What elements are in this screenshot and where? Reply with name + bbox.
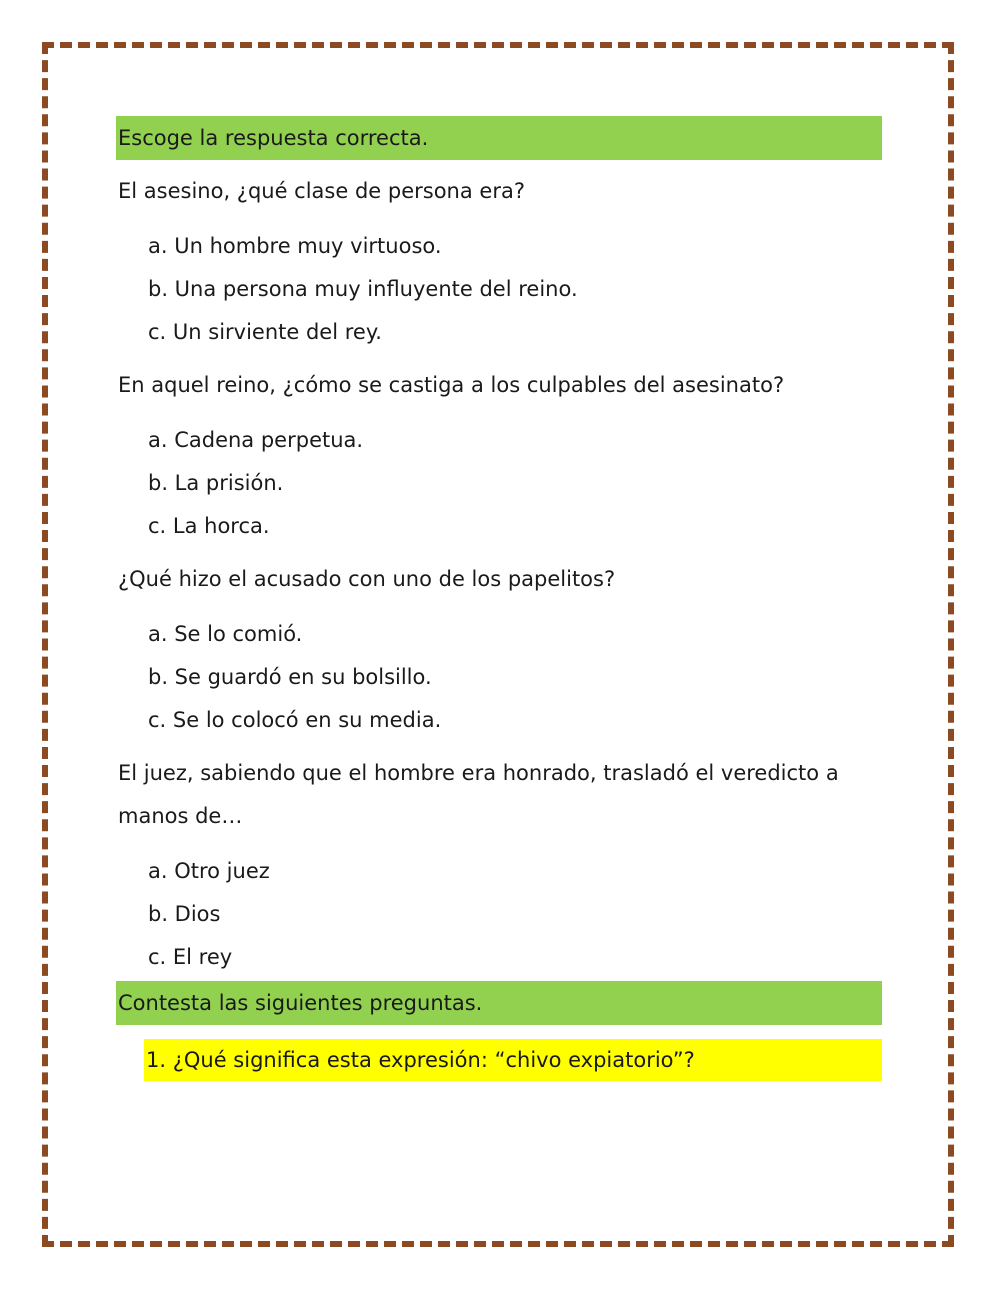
question-text: El juez, sabiendo que el hombre era honrado, trasladó el veredicto a manos de… — [118, 761, 839, 828]
option-c[interactable]: c. El rey — [148, 945, 233, 969]
question-text: El asesino, ¿qué clase de persona era? — [118, 179, 525, 203]
option-c[interactable]: c. La horca. — [148, 514, 270, 538]
option-a[interactable]: a. Cadena perpetua. — [148, 428, 364, 452]
option-a[interactable]: a. Un hombre muy virtuoso. — [148, 234, 442, 258]
question-block-4 — [116, 752, 882, 979]
options-list — [116, 225, 882, 354]
option-a[interactable]: a. Otro juez — [148, 859, 270, 883]
worksheet-content — [116, 116, 882, 1081]
option-a[interactable]: a. Se lo comió. — [148, 622, 303, 646]
question-text: En aquel reino, ¿cómo se castiga a los culpables del asesinato? — [118, 373, 785, 397]
section-header-open-questions: Contesta las siguientes preguntas. — [116, 981, 882, 1025]
option-b[interactable]: b. Dios — [148, 902, 221, 926]
open-question-1: 1. ¿Qué significa esta expresión: “chivo expiatorio”? — [144, 1039, 882, 1081]
options-list — [116, 419, 882, 548]
option-b[interactable]: b. Se guardó en su bolsillo. — [148, 665, 432, 689]
question-block-2 — [116, 364, 882, 548]
option-b[interactable]: b. La prisión. — [148, 471, 284, 495]
option-c[interactable]: c. Un sirviente del rey. — [148, 320, 382, 344]
question-text: ¿Qué hizo el acusado con uno de los papelitos? — [118, 567, 616, 591]
question-block-1 — [116, 170, 882, 354]
options-list — [116, 850, 882, 979]
option-b[interactable]: b. Una persona muy influyente del reino. — [148, 277, 578, 301]
section-header-multiple-choice: Escoge la respuesta correcta. — [116, 116, 882, 160]
options-list — [116, 613, 882, 742]
question-block-3 — [116, 558, 882, 742]
option-c[interactable]: c. Se lo colocó en su media. — [148, 708, 442, 732]
